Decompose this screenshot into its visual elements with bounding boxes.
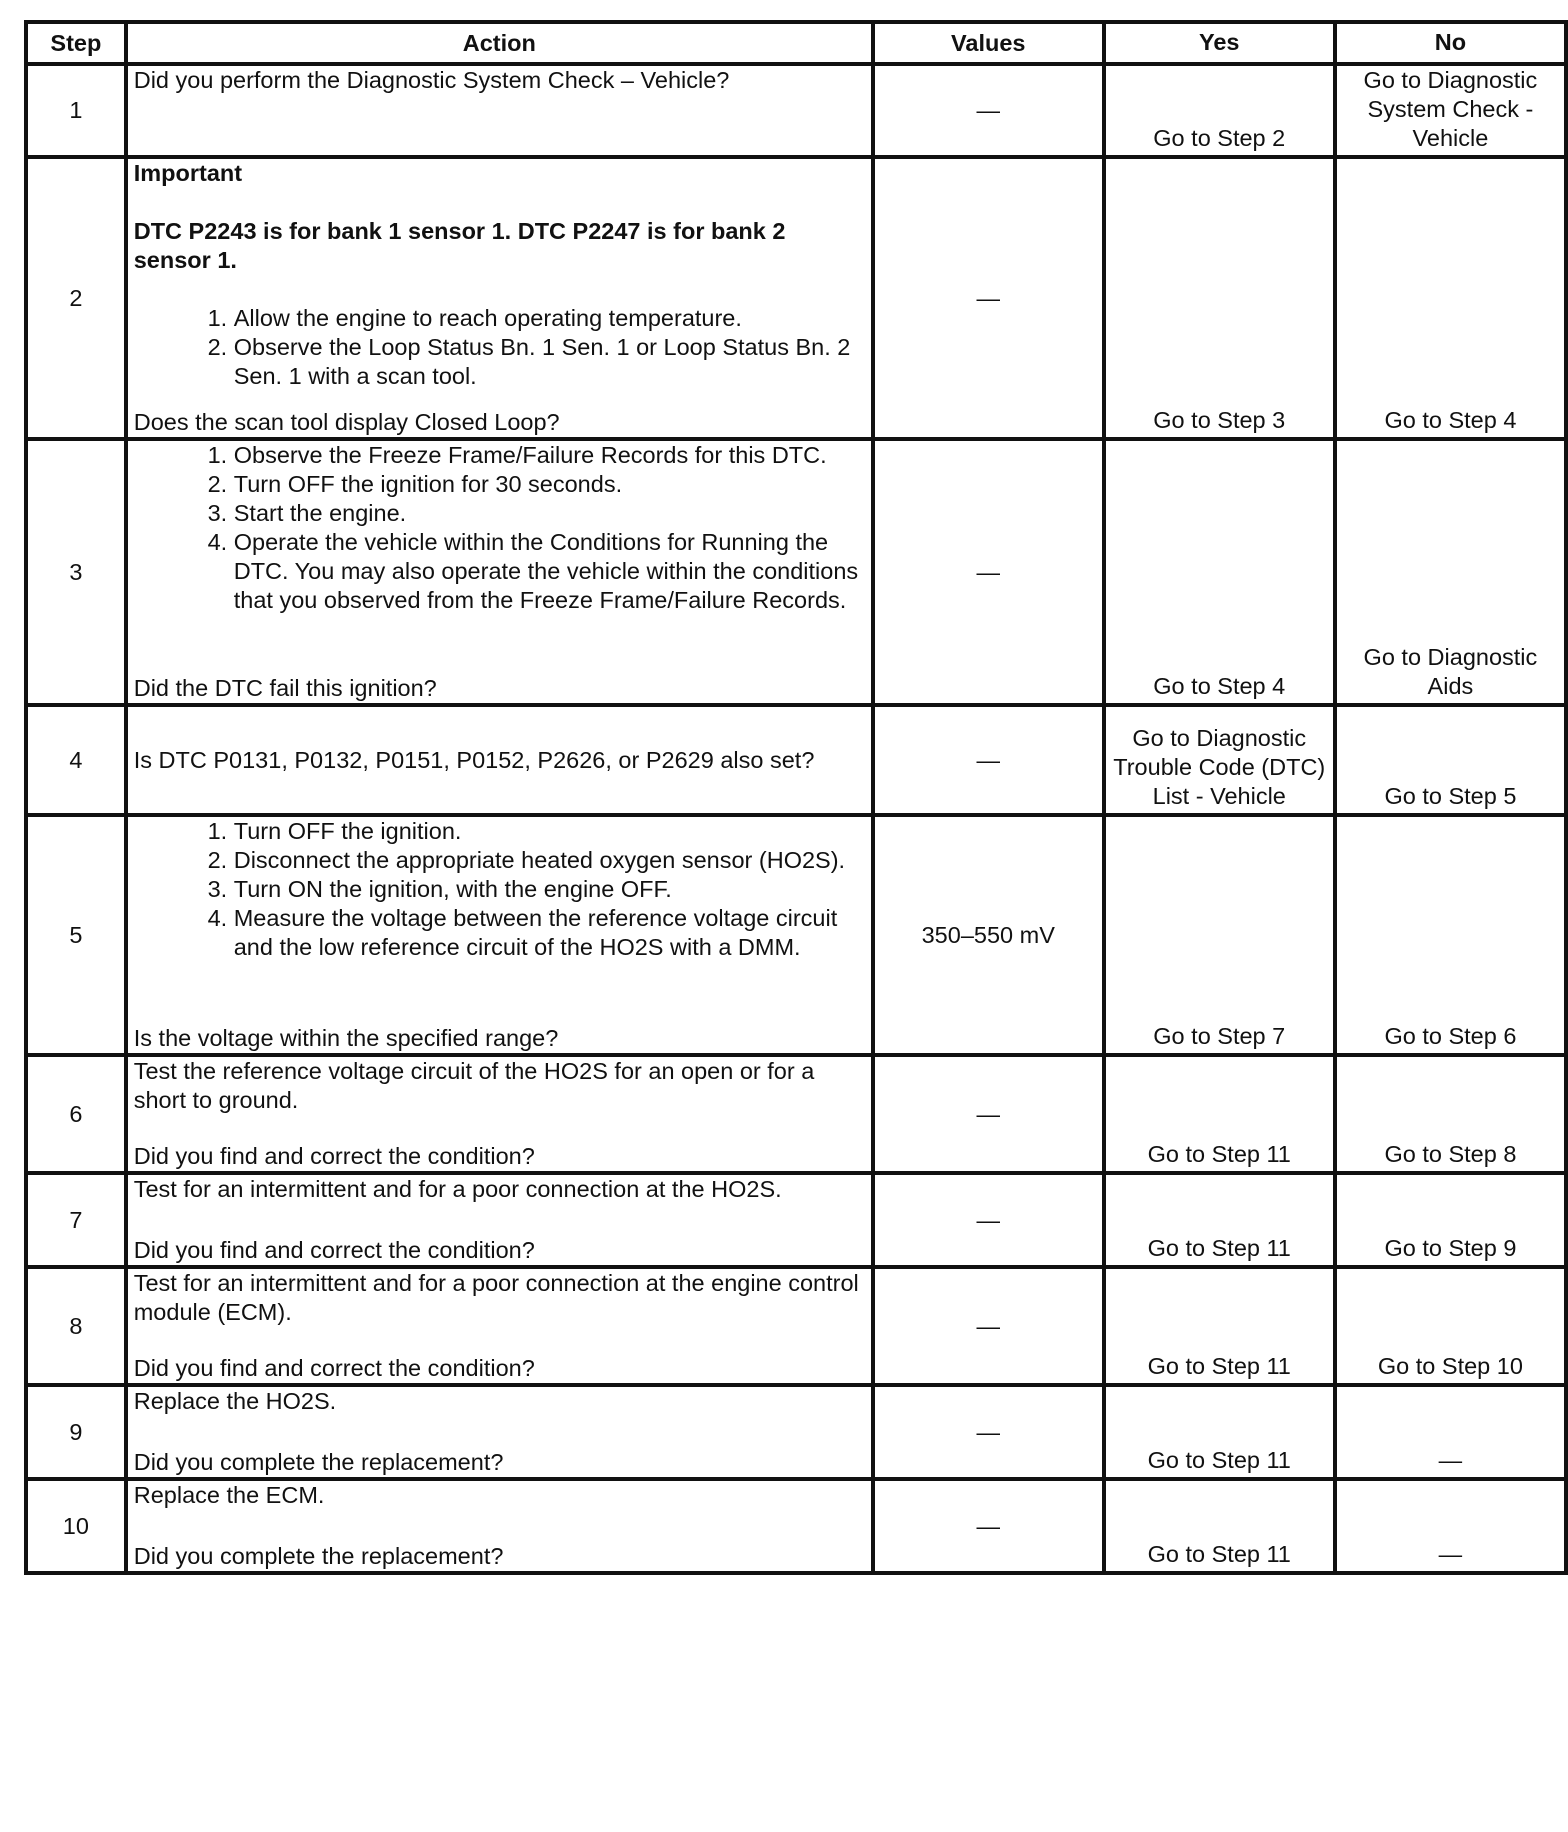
no-cell: Go to Step 8: [1335, 1055, 1566, 1173]
action-cell: [126, 1479, 873, 1573]
no-cell: Go to Diagnostic Aids: [1335, 439, 1566, 705]
table-row: [26, 1055, 1566, 1173]
action-question: Did you complete the replacement?: [133, 1543, 504, 1569]
yes-cell: Go to Diagnostic Trouble Code (DTC) List - Vehicle: [1104, 705, 1335, 815]
action-text: Replace the ECM.: [133, 1482, 325, 1508]
list-item: 2. Disconnect the appropriate heated oxygen sensor (HO2S).: [234, 846, 865, 875]
action-text: Test for an intermittent and for a poor connection at the engine control module (ECM).: [133, 1270, 859, 1325]
action-text: Replace the HO2S.: [133, 1388, 337, 1414]
table-row: [26, 1385, 1566, 1479]
values-cell: 350–550 mV: [873, 815, 1104, 1055]
step-number: 8: [26, 1267, 126, 1385]
values-cell: —: [873, 157, 1104, 439]
no-cell: Go to Step 10: [1335, 1267, 1566, 1385]
yes-cell: Go to Step 11: [1104, 1385, 1335, 1479]
action-question: Did the DTC fail this ignition?: [133, 675, 437, 701]
action-question: Is the voltage within the specified range?: [133, 1025, 559, 1051]
list-item: 2. Turn OFF the ignition for 30 seconds.: [234, 470, 865, 499]
list-item: 1. Turn OFF the ignition.: [234, 817, 865, 846]
step-number: 2: [26, 157, 126, 439]
yes-cell: Go to Step 3: [1104, 157, 1335, 439]
list-item: 2. Observe the Loop Status Bn. 1 Sen. 1 or Loop Status Bn. 2 Sen. 1 with a scan tool.: [234, 333, 865, 391]
values-cell: —: [873, 1385, 1104, 1479]
values-cell: —: [873, 1055, 1104, 1173]
step-number: 1: [26, 64, 126, 157]
no-cell: Go to Step 4: [1335, 157, 1566, 439]
no-cell: Go to Diagnostic System Check - Vehicle: [1335, 64, 1566, 157]
header-values: Values: [873, 22, 1104, 64]
header-step: Step: [26, 22, 126, 64]
list-item: 1. Allow the engine to reach operating temperature.: [234, 304, 865, 333]
table-row: [26, 705, 1566, 815]
action-cell: [126, 64, 873, 157]
action-cell: [126, 1055, 873, 1173]
yes-cell: Go to Step 7: [1104, 815, 1335, 1055]
action-cell: [126, 1267, 873, 1385]
values-cell: —: [873, 1267, 1104, 1385]
values-cell: —: [873, 64, 1104, 157]
action-text: Test the reference voltage circuit of the HO2S for an open or for a short to ground.: [133, 1058, 815, 1113]
no-cell: Go to Step 6: [1335, 815, 1566, 1055]
header-action: Action: [126, 22, 873, 64]
action-cell: [126, 157, 873, 439]
step-number: 6: [26, 1055, 126, 1173]
action-question: Did you find and correct the condition?: [133, 1143, 535, 1169]
step-number: 4: [26, 705, 126, 815]
yes-cell: Go to Step 4: [1104, 439, 1335, 705]
action-text: Did you perform the Diagnostic System Check – Vehicle?: [133, 67, 730, 93]
action-text: Test for an intermittent and for a poor connection at the HO2S.: [133, 1176, 782, 1202]
important-text: DTC P2243 is for bank 1 sensor 1. DTC P2247 is for bank 2 sensor 1.: [133, 218, 786, 273]
table-row: [26, 815, 1566, 1055]
step-number: 7: [26, 1173, 126, 1267]
important-label: Important: [133, 160, 243, 186]
list-item: 3. Turn ON the ignition, with the engine OFF.: [234, 875, 865, 904]
procedure-list: [134, 304, 865, 391]
table-row: [26, 1479, 1566, 1573]
step-number: 10: [26, 1479, 126, 1573]
step-number: 3: [26, 439, 126, 705]
list-item: 3. Start the engine.: [234, 499, 865, 528]
procedure-list: [134, 441, 865, 615]
header-no: No: [1335, 22, 1566, 64]
action-question: Did you find and correct the condition?: [133, 1355, 535, 1381]
procedure-list: [134, 817, 865, 962]
yes-cell: Go to Step 11: [1104, 1267, 1335, 1385]
action-question: Does the scan tool display Closed Loop?: [133, 409, 560, 435]
values-cell: —: [873, 1173, 1104, 1267]
yes-cell: Go to Step 11: [1104, 1173, 1335, 1267]
list-item: 4. Operate the vehicle within the Conditions for Running the DTC. You may also operate the vehicle within the conditions that you observed from the Freeze Frame/Failure Records.: [234, 528, 865, 615]
yes-cell: Go to Step 2: [1104, 64, 1335, 157]
yes-cell: Go to Step 11: [1104, 1055, 1335, 1173]
table-row: [26, 157, 1566, 439]
action-cell: [126, 1385, 873, 1479]
action-question: Did you complete the replacement?: [133, 1449, 504, 1475]
table-row: [26, 1173, 1566, 1267]
yes-cell: Go to Step 11: [1104, 1479, 1335, 1573]
step-number: 9: [26, 1385, 126, 1479]
no-cell: —: [1335, 1385, 1566, 1479]
values-cell: —: [873, 1479, 1104, 1573]
table-row: [26, 64, 1566, 157]
action-cell: [126, 705, 873, 815]
no-cell: Go to Step 5: [1335, 705, 1566, 815]
values-cell: —: [873, 705, 1104, 815]
table-row: [26, 439, 1566, 705]
header-yes: Yes: [1104, 22, 1335, 64]
action-cell: [126, 439, 873, 705]
table-row: [26, 1267, 1566, 1385]
values-cell: —: [873, 439, 1104, 705]
no-cell: —: [1335, 1479, 1566, 1573]
list-item: 1. Observe the Freeze Frame/Failure Records for this DTC.: [234, 441, 865, 470]
list-item: 4. Measure the voltage between the reference voltage circuit and the low reference circuit of the HO2S with a DMM.: [234, 904, 865, 962]
action-text: Is DTC P0131, P0132, P0151, P0152, P2626, or P2629 also set?: [133, 746, 815, 773]
no-cell: Go to Step 9: [1335, 1173, 1566, 1267]
action-cell: [126, 815, 873, 1055]
step-number: 5: [26, 815, 126, 1055]
header-row: [26, 22, 1566, 64]
action-cell: [126, 1173, 873, 1267]
diagnostic-table: [24, 20, 1568, 1575]
action-question: Did you find and correct the condition?: [133, 1237, 535, 1263]
